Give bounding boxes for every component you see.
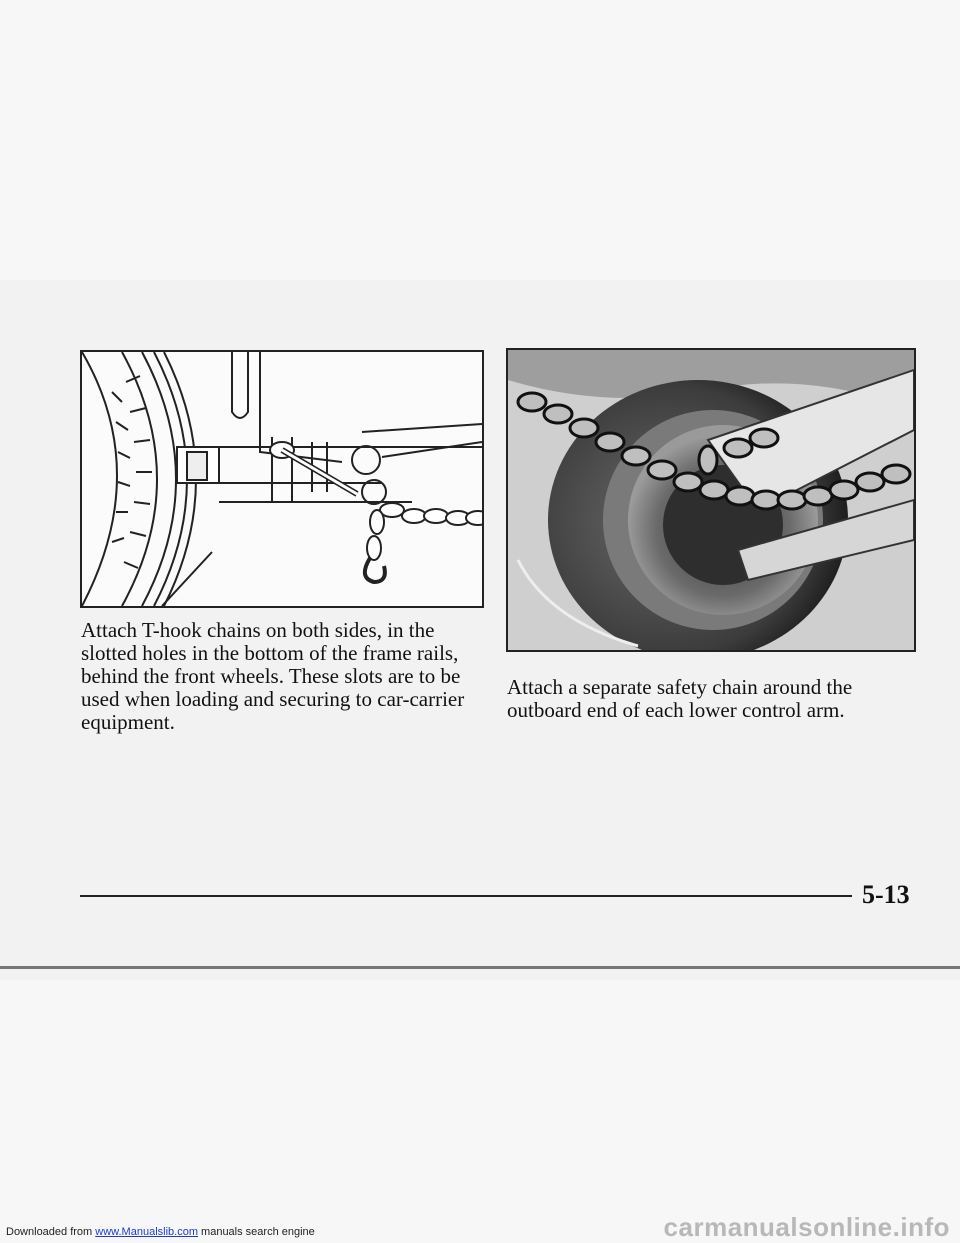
watermark-logo: carmanualsonline.info [663, 1212, 950, 1242]
left-figure-caption: Attach T-hook chains on both sides, in the slotted holes in the bottom of the frame rails, behind the front wheels. These slots are to be used when loading and securing to car-carrier equipment. [81, 618, 465, 734]
right-figure-caption: Attach a separate safety chain around the outboard end of each lower control arm. [507, 675, 853, 722]
footer-suffix: manuals search engine [197, 1226, 315, 1238]
page-number: 5-13 [862, 880, 910, 909]
safety-chain-illustration [506, 348, 916, 652]
page-bottom-border [0, 966, 960, 969]
footer-prefix: Downloaded from [6, 1226, 96, 1238]
footer-rule [80, 895, 852, 897]
download-footer [6, 1226, 315, 1238]
manualslib-link[interactable]: www.Manualslib.com [95, 1226, 198, 1238]
t-hook-chain-illustration [80, 350, 484, 608]
